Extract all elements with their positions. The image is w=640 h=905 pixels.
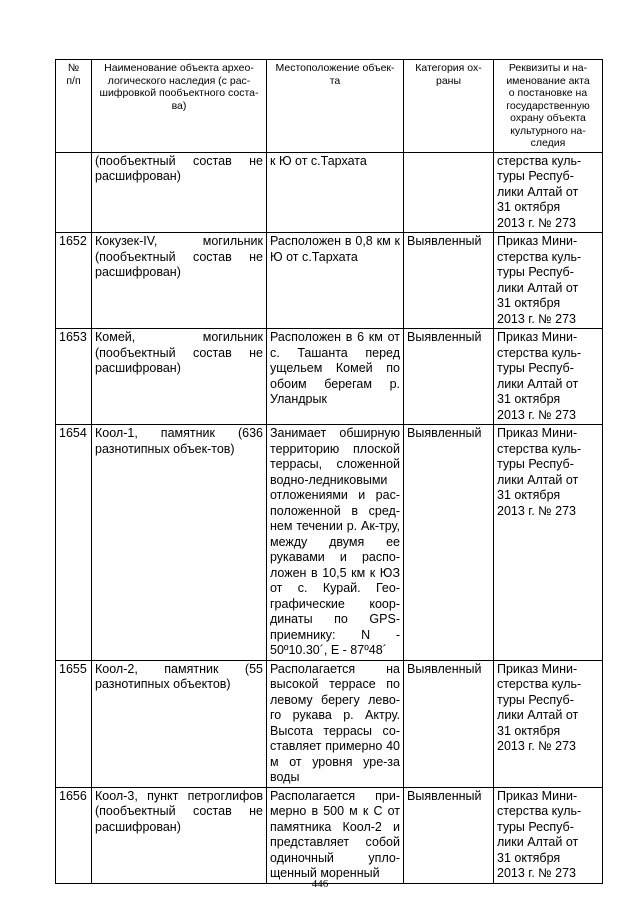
table-row <box>56 787 603 883</box>
row-location: Расположен в 6 км от с. Ташанта перед ущельем Комей по обоим берегам р. Уландрык <box>267 329 404 425</box>
row-number: 1656 <box>56 787 92 883</box>
row-act: Приказ Мини- стерства куль- туры Респуб- лики Алтай от 31 октября 2013 г. № 273 <box>494 233 603 329</box>
row-category <box>404 152 494 233</box>
row-number: 1655 <box>56 660 92 787</box>
row-act: Приказ Мини- стерства куль- туры Респуб- лики Алтай от 31 октября 2013 г. № 273 <box>494 425 603 661</box>
row-number: 1653 <box>56 329 92 425</box>
row-category: Выявленный <box>404 787 494 883</box>
page-number: 446 <box>311 878 329 890</box>
table-row <box>56 425 603 661</box>
heritage-register-table <box>55 59 603 884</box>
header-object-name: Наименование объекта архео- логического наследия (с рас- шифровкой пообъектного соста- ва) <box>92 60 267 153</box>
row-location: Расположен в 0,8 км к Ю от с.Тархата <box>267 233 404 329</box>
row-object-name: Коол-1, памятник (636 разнотипных объек-тов) <box>92 425 267 661</box>
row-number: 1654 <box>56 425 92 661</box>
row-location: к Ю от с.Тархата <box>267 152 404 233</box>
row-object-name: Комей, могильник (пообъектный состав не расшифрован) <box>92 329 267 425</box>
row-object-name: Кокузек-IV, могильник (пообъектный состав не расшифрован) <box>92 233 267 329</box>
row-location: Располагается при-мерно в 500 м к С от памятника Коол-2 и представляет собой одиночный упло-щенный моренный <box>267 787 404 883</box>
header-act: Реквизиты и на- именование акта о постановке на государственную охрану объекта культурного на- следия <box>494 60 603 153</box>
row-category: Выявленный <box>404 233 494 329</box>
row-object-name: Коол-3, пункт петроглифов (пообъектный состав не расшифрован) <box>92 787 267 883</box>
row-act: стерства куль- туры Респуб- лики Алтай от 31 октября 2013 г. № 273 <box>494 152 603 233</box>
row-location: Занимает обширную территорию плоской террасы, сложенной водно-ледниковыми отложениями и рас-положенной в сред-нем течении р. Ак-тру, между двумя ее рукавами и распо-ложен в 10,5 км к ЮЗ от с. Курай. Гео-графические коор-динаты по GPS-приемнику: N - 50º10.30´, E - 87º48´ <box>267 425 404 661</box>
header-category: Категория ох- раны <box>404 60 494 153</box>
row-object-name: Коол-2, памятник (55 разнотипных объектов) <box>92 660 267 787</box>
row-act: Приказ Мини- стерства куль- туры Респуб- лики Алтай от 31 октября 2013 г. № 273 <box>494 660 603 787</box>
row-act: Приказ Мини- стерства куль- туры Респуб- лики Алтай от 31 октября 2013 г. № 273 <box>494 329 603 425</box>
table-row <box>56 152 603 233</box>
table-header-row <box>56 60 603 153</box>
header-location: Местоположение объек- та <box>267 60 404 153</box>
table-row <box>56 329 603 425</box>
row-location: Располагается на высокой террасе по левому берегу лево-го рукава р. Актру. Высота террасы со-ставляет примерно 40 м от уровня уре-за воды <box>267 660 404 787</box>
row-category: Выявленный <box>404 425 494 661</box>
row-object-name: (пообъектный состав не расшифрован) <box>92 152 267 233</box>
row-category: Выявленный <box>404 329 494 425</box>
row-number <box>56 152 92 233</box>
row-act: Приказ Мини- стерства куль- туры Респуб- лики Алтай от 31 октября 2013 г. № 273 <box>494 787 603 883</box>
header-number: № п/п <box>56 60 92 153</box>
table-row <box>56 660 603 787</box>
row-number: 1652 <box>56 233 92 329</box>
row-category: Выявленный <box>404 660 494 787</box>
table-row <box>56 233 603 329</box>
